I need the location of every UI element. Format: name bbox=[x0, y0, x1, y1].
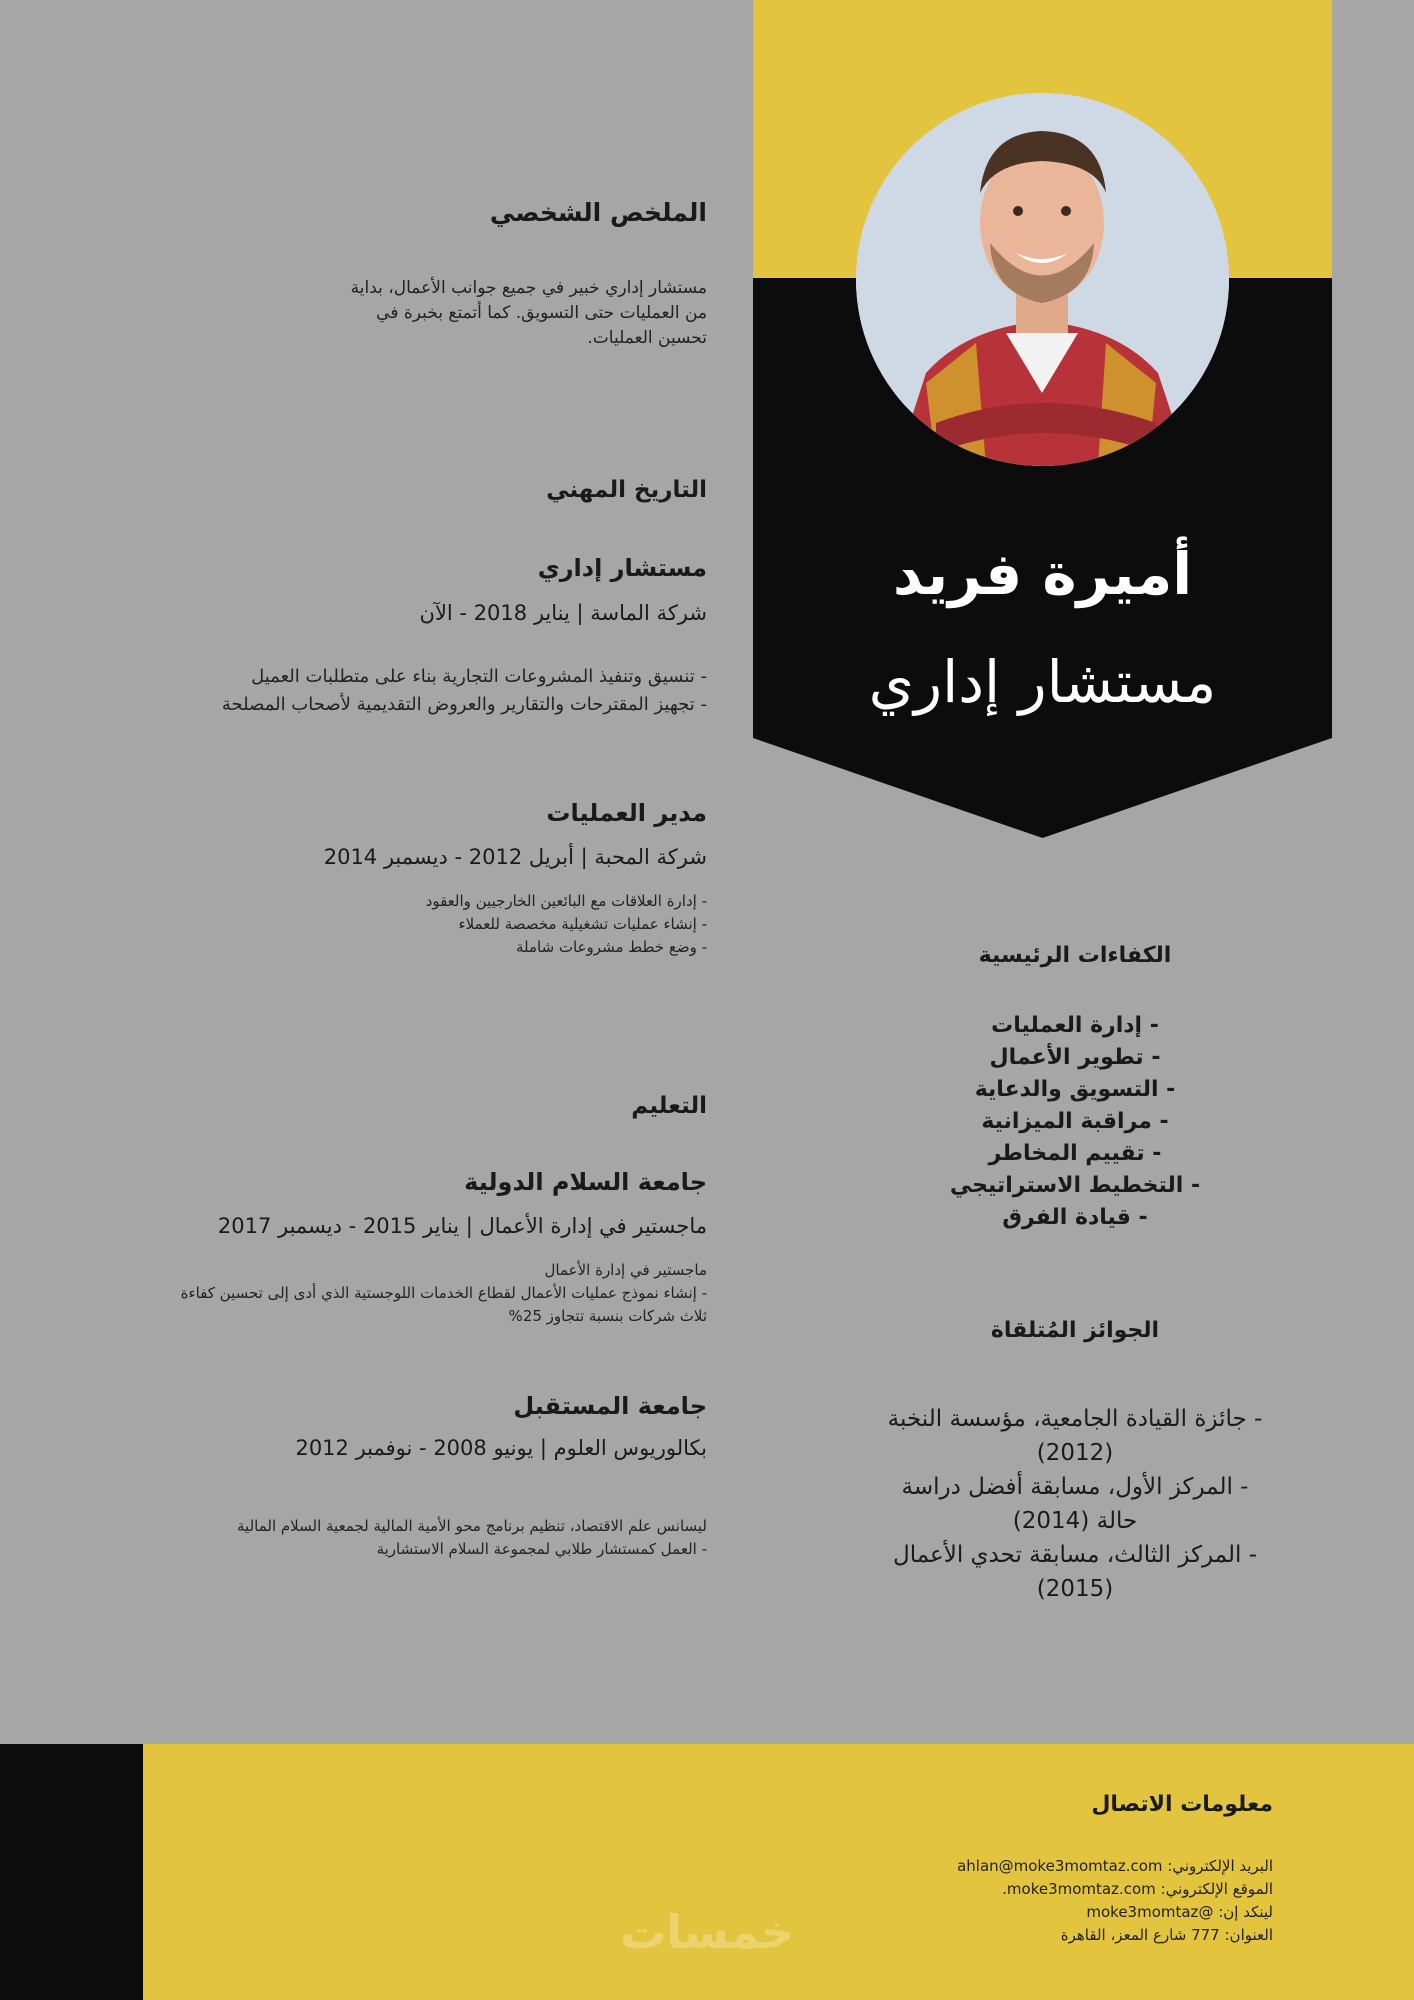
job-bullet: - وضع خطط مشروعات شاملة bbox=[515, 938, 707, 956]
job-bullet: - تنسيق وتنفيذ المشروعات التجارية بناء على متطلبات العميل bbox=[251, 666, 707, 687]
skill-item: - قيادة الفرق bbox=[1002, 1205, 1148, 1230]
summary-line: تحسين العمليات. bbox=[587, 328, 707, 348]
school-bullets bbox=[237, 1515, 707, 1561]
footer-dark-block bbox=[0, 1744, 143, 2000]
job-bullets bbox=[426, 890, 707, 959]
job-bullet: - إدارة العلاقات مع البائعين الخارجيين والعقود bbox=[425, 892, 707, 910]
skills-heading: الكفاءات الرئيسية bbox=[978, 943, 1172, 968]
summary-line: مستشار إداري خبير في جميع جوانب الأعمال، بداية bbox=[350, 278, 707, 298]
award-line: - المركز الثالث، مسابقة تحدي الأعمال bbox=[892, 1542, 1258, 1568]
school-title: جامعة المستقبل bbox=[513, 1392, 707, 1420]
education-heading: التعليم bbox=[631, 1093, 707, 1119]
job-title: مستشار إداري bbox=[537, 554, 707, 582]
skill-item: - التسويق والدعاية bbox=[974, 1077, 1176, 1102]
contact-details bbox=[957, 1855, 1273, 1947]
person-illustration bbox=[856, 93, 1229, 466]
school-bullet: - العمل كمستشار طلابي لمجموعة السلام الاستشارية bbox=[376, 1540, 707, 1558]
summary-text bbox=[351, 276, 707, 351]
school-bullet: ثلاث شركات بنسبة تتجاوز 25% bbox=[508, 1307, 707, 1325]
summary-line: من العمليات حتى التسويق. كما أتمتع بخبرة في bbox=[376, 303, 707, 323]
awards-list bbox=[860, 1402, 1290, 1606]
candidate-name: أميرة فريد bbox=[892, 540, 1193, 608]
school-bullet: - إنشاء نموذج عمليات الأعمال لقطاع الخدمات اللوجستية الذي أدى إلى تحسين كفاءة bbox=[180, 1284, 707, 1302]
skill-item: - التخطيط الاستراتيجي bbox=[949, 1173, 1201, 1198]
candidate-role: مستشار إداري bbox=[868, 648, 1217, 716]
watermark-logo: خمسات bbox=[620, 1905, 795, 1959]
career-heading: التاريخ المهني bbox=[546, 477, 707, 503]
skills-list bbox=[860, 1010, 1290, 1234]
award-line: - جائزة القيادة الجامعية، مؤسسة النخبة bbox=[887, 1406, 1263, 1432]
school-bullet: ليسانس علم الاقتصاد، تنظيم برنامج محو الأمية المالية لجمعية السلام المالية bbox=[237, 1517, 707, 1535]
award-line: (2015) bbox=[1036, 1576, 1114, 1602]
award-line: (2012) bbox=[1036, 1440, 1114, 1466]
skill-item: - إدارة العمليات bbox=[991, 1013, 1159, 1038]
contact-linkedin[interactable]: لينكد إن: @moke3momtaz bbox=[1086, 1903, 1273, 1921]
job-bullets bbox=[222, 663, 707, 719]
school-meta: ماجستير في إدارة الأعمال | يناير 2015 - ديسمبر 2017 bbox=[217, 1214, 707, 1238]
contact-website[interactable]: الموقع الإلكتروني: moke3momtaz.com. bbox=[1002, 1880, 1273, 1898]
summary-heading: الملخص الشخصي bbox=[489, 198, 707, 227]
school-bullets bbox=[181, 1259, 707, 1328]
skill-item: - مراقبة الميزانية bbox=[981, 1109, 1169, 1134]
award-line: حالة (2014) bbox=[1012, 1508, 1138, 1534]
job-bullet: - تجهيز المقترحات والتقارير والعروض التقديمية لأصحاب المصلحة bbox=[221, 694, 707, 715]
school-bullet: ماجستير في إدارة الأعمال bbox=[544, 1261, 707, 1279]
job-meta: شركة الماسة | يناير 2018 - الآن bbox=[419, 601, 707, 625]
job-meta: شركة المحبة | أبريل 2012 - ديسمبر 2014 bbox=[323, 845, 707, 869]
award-line: - المركز الأول، مسابقة أفضل دراسة bbox=[901, 1474, 1249, 1500]
contact-email[interactable]: البريد الإلكتروني: ahlan@moke3momtaz.com bbox=[957, 1857, 1273, 1875]
profile-photo bbox=[856, 93, 1229, 466]
school-title: جامعة السلام الدولية bbox=[464, 1168, 707, 1196]
job-title: مدير العمليات bbox=[546, 799, 707, 827]
skill-item: - تطوير الأعمال bbox=[989, 1045, 1161, 1070]
school-meta: بكالوريوس العلوم | يونيو 2008 - نوفمبر 2012 bbox=[295, 1436, 707, 1460]
awards-heading: الجوائز المُتلقاة bbox=[990, 1318, 1160, 1343]
contact-address: العنوان: 777 شارع المعز، القاهرة bbox=[1060, 1926, 1273, 1944]
contact-heading: معلومات الاتصال bbox=[1091, 1792, 1273, 1817]
job-bullet: - إنشاء عمليات تشغيلية مخصصة للعملاء bbox=[458, 915, 707, 933]
skill-item: - تقييم المخاطر bbox=[988, 1141, 1162, 1166]
